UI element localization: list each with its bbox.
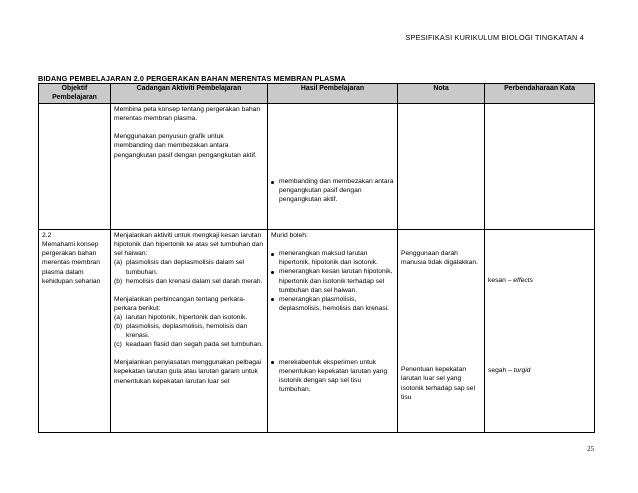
vocab-term: kesan <box>488 277 506 285</box>
subitem-text: plasmolisis dan deplasmolisis dalam sel tumbuhan. <box>126 259 245 276</box>
subitem-text: plasmolisis, deplasmolisis, hemolisis dan krenasi. <box>126 323 248 340</box>
page-number: 25 <box>587 446 594 453</box>
table-row <box>39 230 595 433</box>
outcomes-intro: Murid boleh: <box>271 232 308 240</box>
note-text: Penentuan kepekatan larutan luar sel yang isotonik terhadap sap sel tisu <box>401 366 475 401</box>
notes-cell <box>398 104 485 230</box>
objective-text: Memahami konsep pergerakan bahan merentas membran plasma dalam kehidupan seharian <box>42 241 101 285</box>
col-header-notes: Nota <box>398 84 485 104</box>
activities-cell <box>111 230 268 433</box>
table-header-row <box>39 84 595 104</box>
vocab-dash: – <box>505 277 514 285</box>
table-row <box>39 104 595 230</box>
vocabulary-cell <box>485 104 595 230</box>
subitem-label: (a) <box>114 259 123 267</box>
activity-text: Menjalankan penyiasatan menggunakan pelbagai kepekatan larutan gula atau larutan garam untuk menentukan kepekatan larutan luar sel <box>114 359 262 385</box>
outcome-item: merekabentuk eksperimen untuk menentukan kepekatan larutan yang isotonik dengan sap sel tisu tumbuhan. <box>271 358 394 394</box>
subitem-label: (b) <box>114 277 123 285</box>
activity-intro: Menjalankan aktiviti untuk mengkaji kesan larutan hipotonik dan hipertonik ke atas sel tumbuhan dan sel haiwan: <box>114 232 264 258</box>
objective-cell <box>39 104 111 230</box>
activity-subitem <box>114 313 264 322</box>
activity-subitem <box>114 258 264 276</box>
note-text: Penggunaan darah manusia tidak digalakkan. <box>401 250 478 267</box>
outcome-item: menerangkan kesan larutan hipotonik, hipertonik dan isotonik terhadap sel tumbuhan dan sel haiwan. <box>271 267 394 294</box>
page-header: SPESIFIKASI KURIKULUM BIOLOGI TINGKATAN 4 <box>405 33 584 42</box>
vocabulary-cell <box>485 230 595 433</box>
activity-subitem <box>114 340 264 349</box>
section-title: BIDANG PEMBELAJARAN 2.0 PERGERAKAN BAHAN MERENTAS MEMBRAN PLASMA <box>38 74 346 83</box>
activities-cell <box>111 104 268 230</box>
outcomes-cell <box>268 104 398 230</box>
activity-subitem <box>114 277 264 286</box>
col-header-objective: Objektif Pembelajaran <box>39 84 111 104</box>
vocab-translation: effects <box>513 277 533 285</box>
outcome-item: membanding dan membezakan antara pengangkutan pasif dengan pengangkutan aktif. <box>271 177 394 204</box>
activity-text: Membina peta konsep tentang pergerakan bahan merentas membran plasma. <box>114 106 261 123</box>
subitem-label: (a) <box>114 313 123 321</box>
subitem-label: (b) <box>114 323 123 331</box>
subitem-text: hemolisis dan krenasi dalam sel darah merah. <box>126 277 263 285</box>
vocab-dash: – <box>506 367 514 375</box>
activity-intro: Menjalankan perbincangan tentang perkara-perkara berikut: <box>114 295 246 312</box>
vocab-entry <box>488 366 591 375</box>
outcome-item: menerangkan maksud larutan hipertonik, hipotonik dan isotonik. <box>271 249 394 267</box>
outcomes-cell <box>268 230 398 433</box>
vocab-term: segah <box>488 367 507 375</box>
curriculum-table <box>38 83 595 433</box>
objective-number: 2.2 <box>42 232 52 240</box>
col-header-activities: Cadangan Aktiviti Pembelajaran <box>111 84 268 104</box>
vocab-entry <box>488 276 591 285</box>
vocab-translation: turgid <box>513 367 531 375</box>
activity-subitem <box>114 322 264 340</box>
col-header-vocabulary: Perbendaharaan Kata <box>485 84 595 104</box>
subitem-text: keadaan flasid dan segah pada sel tumbuhan. <box>126 341 263 349</box>
col-header-outcomes: Hasil Pembelajaran <box>268 84 398 104</box>
outcome-item: menerangkan plasmolisis, deplasmolisis, hemolisis dan krenasi. <box>271 295 394 313</box>
subitem-label: (c) <box>114 341 122 349</box>
notes-cell <box>398 230 485 433</box>
activity-text: Menggunakan penyusun grafik untuk membanding dan membezakan antara pengangkutan pasif dengan pengangkutan aktif. <box>114 133 257 159</box>
objective-cell <box>39 230 111 433</box>
subitem-text: larutan hipotonik, hipertonik dan isotonik. <box>126 313 248 321</box>
